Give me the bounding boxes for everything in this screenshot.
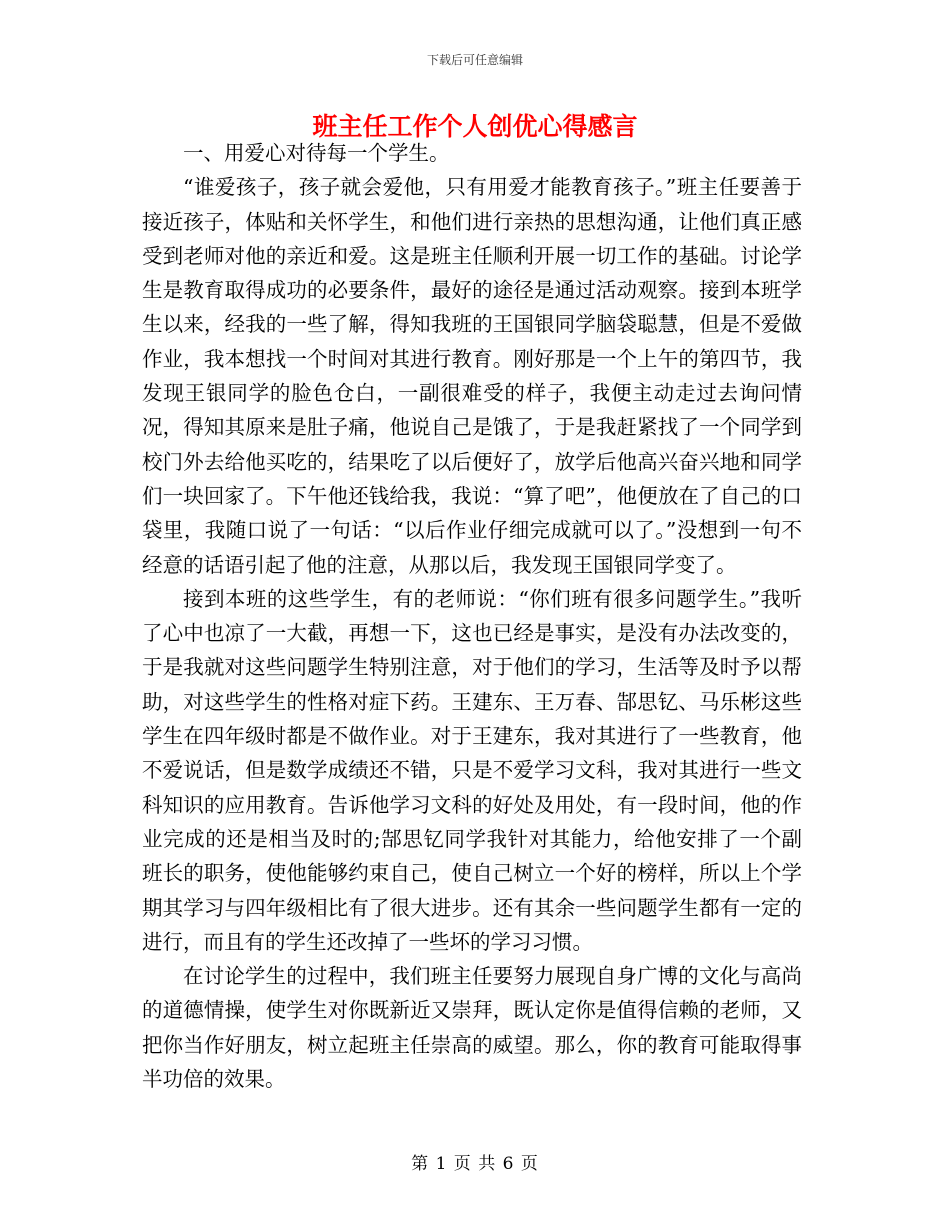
paragraph: 在讨论学生的过程中，我们班主任要努力展现自身广博的文化与高尚的道德情操，使学生对你既新近又崇拜，既认定你是值得信赖的老师，又把你当作好朋友，树立起班主任崇高的威望。那么，你的教育可能取得事半功倍的效果。 bbox=[142, 964, 802, 1092]
paragraph: “谁爱孩子，孩子就会爱他，只有用爱才能教育孩子。”班主任要善于接近孩子，体贴和关怀学生，和他们进行亲热的思想沟通，让他们真正感受到老师对他的亲近和爱。这是班主任顺利开展一切工作的基础。讨论学生是教育取得成功的必要条件，最好的途径是通过活动观察。接到本班学生以来，经我的一些了解，得知我班的王国银同学脑袋聪慧，但是不爱做作业，我本想找一个时间对其进行教育。刚好那是一个上午的第四节，我发现王银同学的脸色仓白，一副很难受的样子，我便主动走过去询问情况，得知其原来是肚子痛，他说自己是饿了，于是我赶紧找了一个同学到校门外去给他买吃的，结果吃了以后便好了，放学后他高兴奋兴地和同学们一块回家了。下午他还钱给我，我说：“算了吧”，他便放在了自己的口袋里，我随口说了一句话：“以后作业仔细完成就可以了。”没想到一句不经意的话语引起了他的注意，从那以后，我发现王国银同学变了。 bbox=[142, 175, 802, 577]
document-title: 班主任工作个人创优心得感言 bbox=[312, 112, 638, 141]
document-body bbox=[142, 136, 802, 1096]
paragraph: 接到本班的这些学生，有的老师说：“你们班有很多问题学生。”我听了心中也凉了一大截，再想一下，这也已经是事实，是没有办法改变的，于是我就对这些问题学生特别注意，对于他们的学习，生活等及时予以帮助，对这些学生的性格对症下药。王建东、王万春、郜思钇、马乐彬这些学生在四年级时都是不做作业。对于王建东，我对其进行了一些教育，他不爱说话，但是数学成绩还不错，只是不爱学习文科，我对其进行一些文科知识的应用教育。告诉他学习文科的好处及用处，有一段时间，他的作业完成的还是相当及时的;郜思钇同学我针对其能力，给他安排了一个副班长的职务，使他能够约束自己，使自己树立一个好的榜样，所以上个学期其学习与四年级相比有了很大进步。还有其余一些问题学生都有一定的进行，而且有的学生还改掉了一些坏的学习习惯。 bbox=[142, 586, 802, 954]
page-footer: 第 1 页 共 6 页 bbox=[411, 1154, 539, 1174]
header-note: 下载后可任意编辑 bbox=[426, 53, 523, 67]
section-heading: 一、用爱心对待每一个学生。 bbox=[183, 141, 450, 165]
